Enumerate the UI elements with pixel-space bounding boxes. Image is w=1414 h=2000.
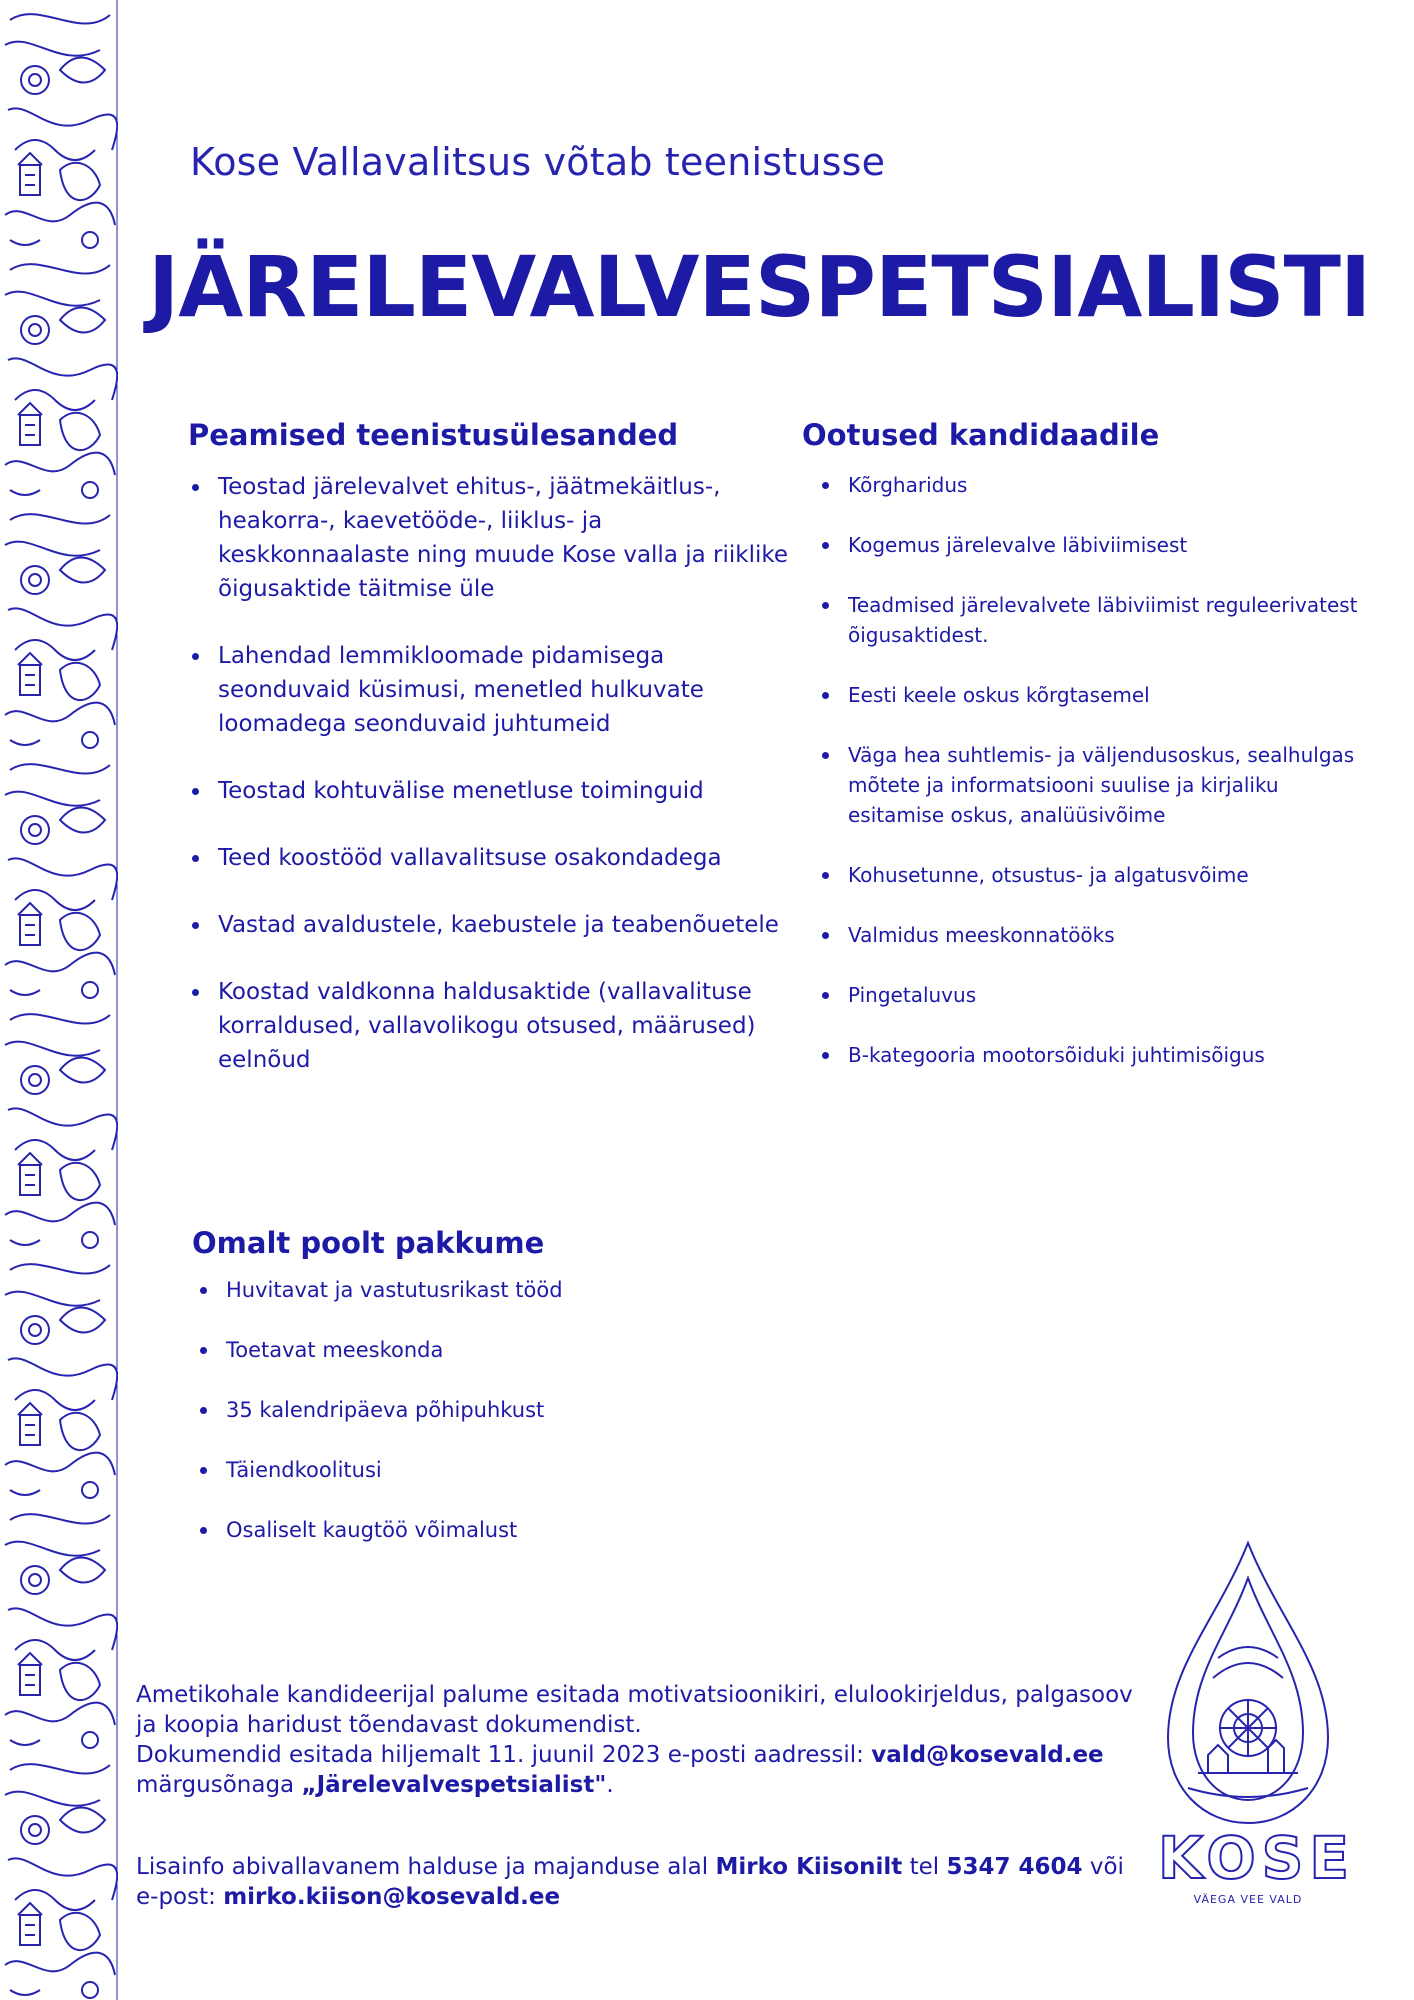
- list-item: Teostad kohtuvälise menetluse toiminguid: [218, 774, 798, 808]
- list-item: Kohusetunne, otsustus- ja algatusvõime: [848, 860, 1368, 890]
- subtitle: Kose Vallavalitsus võtab teenistusse: [190, 140, 886, 184]
- list-item: Teadmised järelevalvete läbiviimist reguleerivatest õigusaktidest.: [848, 590, 1368, 650]
- keyword-label: märgusõnaga: [136, 1772, 302, 1798]
- list-item: Valmidus meeskonnatööks: [848, 920, 1368, 950]
- list-item: Lahendad lemmikloomade pidamisega seonduvaid küsimusi, menetled hulkuvate loomadega seonduvaid juhtumeid: [218, 639, 798, 741]
- list-item: Vastad avaldustele, kaebustele ja teabenõuetele: [218, 908, 798, 942]
- expectations-heading: Ootused kandidaadile: [802, 418, 1160, 452]
- list-item: Koostad valdkonna haldusaktide (vallavalituse korraldused, vallavolikogu otsused, määrused) eelnõud: [218, 975, 798, 1077]
- kose-logo-slogan: VÄEGA VEE VALD: [1193, 1893, 1303, 1906]
- contact-name: Mirko Kiisonilt: [715, 1854, 903, 1880]
- list-item: Teed koostööd vallavalitsuse osakondadega: [218, 841, 798, 875]
- decorative-border-pattern: [0, 0, 118, 2000]
- application-text: Ametikohale kandideerijal palume esitada motivatsioonikiri, elulookirjeldus, palgasoov ja koopia haridust tõendavast dokumendist.: [136, 1682, 1133, 1738]
- list-item: B-kategooria mootorsõiduki juhtimisõigus: [848, 1040, 1368, 1070]
- offer-list: [196, 1275, 826, 1575]
- kose-drop-logo-icon: [1158, 1538, 1338, 1838]
- list-item: Osaliselt kaugtöö võimalust: [226, 1515, 826, 1545]
- expectations-list: [818, 470, 1368, 1100]
- list-item: 35 kalendripäeva põhipuhkust: [226, 1395, 826, 1425]
- contact-phone-link[interactable]: 5347 4604: [946, 1854, 1083, 1880]
- tel-label: tel: [902, 1854, 947, 1880]
- list-item: Teostad järelevalvet ehitus-, jäätmekäitlus-, heakorra-, kaevetööde-, liiklus- ja keskkonnaalaste ning muude Kose valla ja riiklike õigusaktide täitmise üle: [218, 470, 798, 606]
- contact-email-link[interactable]: mirko.kiison@kosevald.ee: [223, 1884, 561, 1910]
- offer-heading: Omalt poolt pakkume: [192, 1226, 545, 1260]
- list-item: Kõrgharidus: [848, 470, 1368, 500]
- list-item: Pingetaluvus: [848, 980, 1368, 1010]
- application-email-link[interactable]: vald@kosevald.ee: [871, 1742, 1104, 1768]
- application-keyword: „Järelevalvespetsialist": [301, 1772, 607, 1798]
- contact-prefix: Lisainfo abivallavanem halduse ja majanduse alal: [136, 1854, 716, 1880]
- kose-logo-wordmark: KOSE: [1158, 1824, 1356, 1892]
- punctuation: .: [606, 1772, 614, 1798]
- deadline-text: Dokumendid esitada hiljemalt 11. juunil 2023 e-posti aadressil:: [136, 1742, 872, 1768]
- list-item: Eesti keele oskus kõrgtasemel: [848, 680, 1368, 710]
- list-item: Toetavat meeskonda: [226, 1335, 826, 1365]
- list-item: Kogemus järelevalve läbiviimisest: [848, 530, 1368, 560]
- list-item: Huvitavat ja vastutusrikast tööd: [226, 1275, 826, 1305]
- contact-info: [136, 1852, 1136, 1912]
- list-item: Väga hea suhtlemis- ja väljendusoskus, sealhulgas mõtete ja informatsiooni suulise ja kirjaliku esitamise oskus, analüüsivõime: [848, 740, 1368, 830]
- duties-list: [188, 470, 798, 1110]
- application-instructions: [136, 1680, 1156, 1800]
- duties-heading: Peamised teenistusülesanded: [188, 418, 679, 452]
- page-title: JÄRELEVALVESPETSIALISTI: [148, 238, 1371, 336]
- or-email-label: või e-post:: [136, 1854, 1124, 1910]
- list-item: Täiendkoolitusi: [226, 1455, 826, 1485]
